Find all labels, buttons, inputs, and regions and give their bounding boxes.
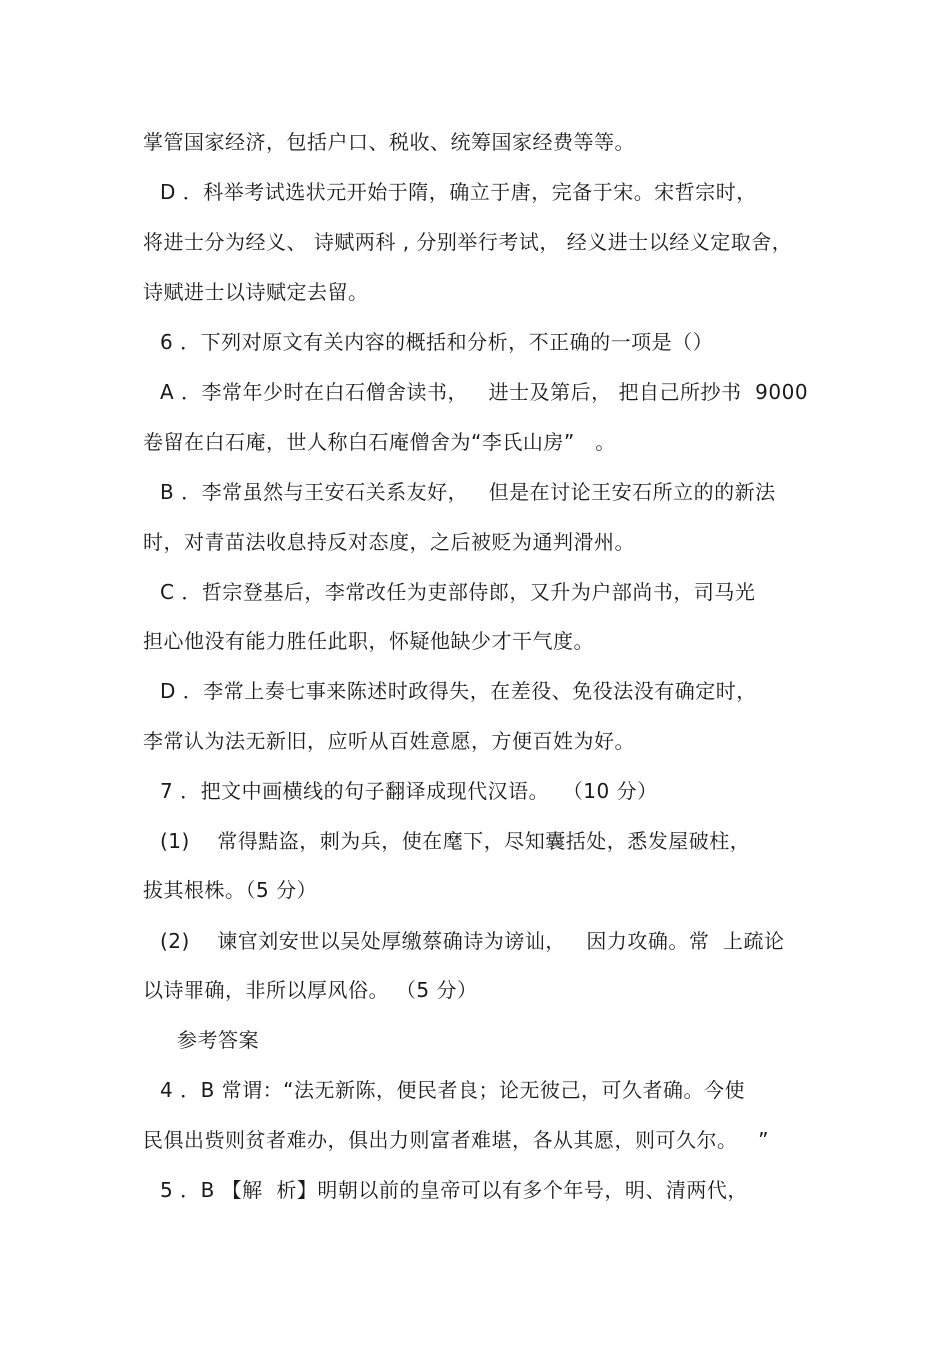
text-line: 卷留在白石庵，世人称白石庵僧舍为“李氏山房” 。	[143, 430, 616, 454]
question-6: 6 ．下列对原文有关内容的概括和分析，不正确的一项是（）	[160, 330, 714, 354]
text-line: 将进士分为经义、 诗赋两科 , 分别举行考试， 经义进士以经义定取舍，	[143, 230, 793, 254]
text-line: 时，对青苗法收息持反对态度，之后被贬为通判滑州。	[143, 530, 635, 554]
option-d-line: D ．科举考试选状元开始于隋，确立于唐，完备于宋。宋哲宗时，	[160, 180, 757, 204]
text-line: 拔其根株。（5 分）	[143, 878, 318, 902]
option-d-line: D ．李常上奏七事来陈述时政得失，在差役、免役法没有确定时，	[160, 679, 757, 703]
text-line: 掌管国家经济，包括户口、税收、统筹国家经费等等。	[143, 130, 635, 154]
text-line: 诗赋进士以诗赋定去留。	[143, 280, 369, 304]
sub-question-1: (1) 常得黠盗，刺为兵，使在麾下，尽知囊括处，悉发屋破柱，	[160, 829, 751, 853]
sub-question-2: (2) 谏官刘安世以吴处厚缴蔡确诗为谤讪， 因力攻确。常 上疏论	[160, 929, 785, 953]
text-line: 以诗罪确，非所以厚风俗。 （5 分）	[143, 978, 478, 1002]
answer-5: 5 ．B 【解 析】明朝以前的皇帝可以有多个年号，明、清两代，	[160, 1178, 748, 1202]
option-b-line: B ．李常虽然与王安石关系友好， 但是在讨论王安石所立的的新法	[160, 480, 776, 504]
text-line: 担心他没有能力胜任此职，怀疑他缺少才干气度。	[143, 629, 594, 653]
text-line: 民俱出赀则贫者难办，俱出力则富者难堪，各从其愿，则可久尔。 ”	[143, 1128, 769, 1152]
option-c-line: C ．哲宗登基后，李常改任为吏部侍郎，又升为户部尚书，司马光	[160, 580, 756, 604]
question-7: 7 ．把文中画横线的句子翻译成现代汉语。 （10 分）	[160, 779, 658, 803]
answer-heading: 参考答案	[177, 1028, 259, 1052]
option-a-line: A ．李常年少时在白石僧舍读书， 进士及第后， 把自己所抄书 9000	[160, 380, 809, 404]
text-line: 李常认为法无新旧，应听从百姓意愿，方便百姓为好。	[143, 729, 635, 753]
answer-4: 4 ．B 常谓：“法无新陈，便民者良；论无彼己，可久者确。今使	[160, 1078, 746, 1102]
